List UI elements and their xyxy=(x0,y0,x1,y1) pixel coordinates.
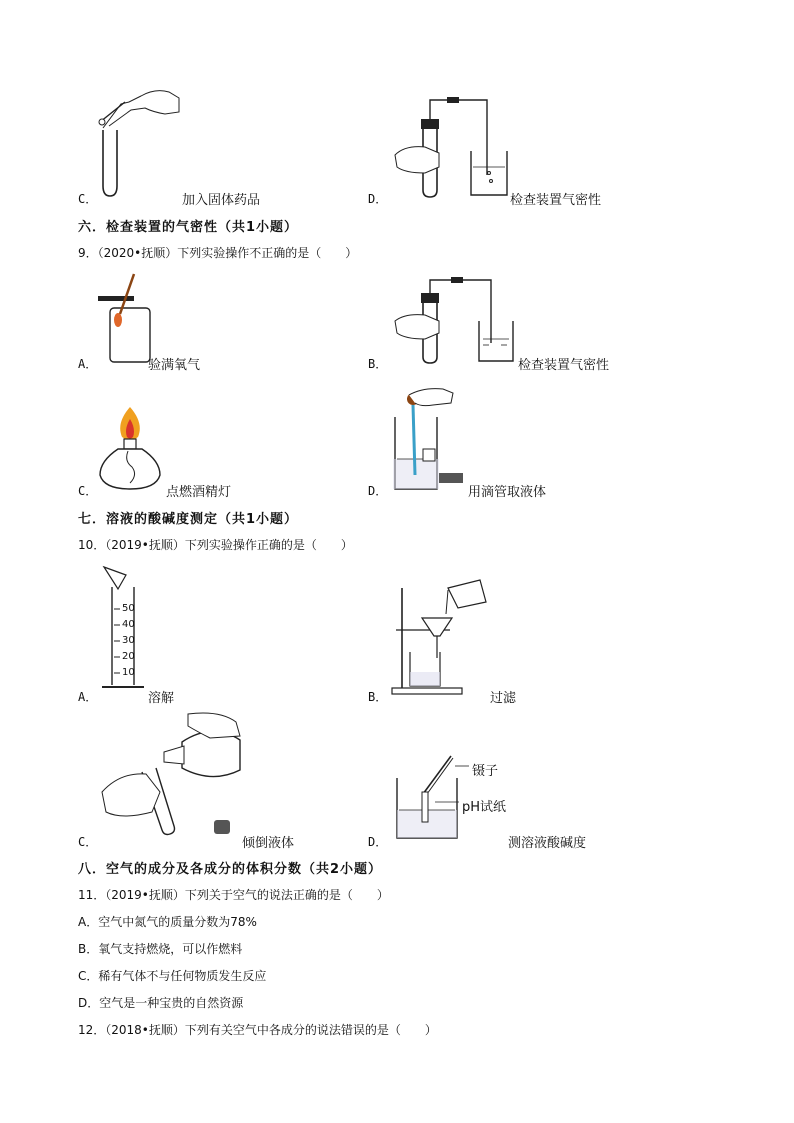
oxygen-full-test-illustration xyxy=(98,272,158,367)
q9-option-label-c: C． xyxy=(78,484,98,498)
airtightness-check-illustration-b xyxy=(395,275,517,367)
cylinder-tick-40: 40 xyxy=(122,619,135,630)
q9-option-label-a: A． xyxy=(78,357,98,371)
caption-ph-measure: 测溶液酸碱度 xyxy=(508,836,587,851)
caption-airtightness-b: 检查装置气密性 xyxy=(518,358,610,373)
q11-choice-c: C．稀有气体不与任何物质发生反应 xyxy=(78,969,267,983)
option-label-c: C． xyxy=(78,192,98,206)
caption-filter: 过滤 xyxy=(490,691,517,706)
caption-oxygen-test: 验满氧气 xyxy=(148,358,201,373)
airtightness-check-illustration xyxy=(395,95,515,200)
q10-option-label-c: C． xyxy=(78,835,98,849)
filtration-illustration xyxy=(390,578,490,698)
caption-pour: 倾倒液体 xyxy=(242,836,295,851)
section-6-title: 六．检查装置的气密性（共1小题） xyxy=(78,220,299,235)
q10-option-label-d: D． xyxy=(368,835,388,849)
tweezers-label: 镊子 xyxy=(472,764,499,779)
alcohol-lamp-illustration xyxy=(96,405,164,495)
cylinder-tick-20: 20 xyxy=(122,651,135,662)
question-10-stem: 10．（2019•抚顺）下列实验操作正确的是（ ） xyxy=(78,538,353,552)
q11-choice-a: A．空气中氮气的质量分数为78% xyxy=(78,915,257,929)
q9-option-label-b: B． xyxy=(368,357,388,371)
option-label-d: D． xyxy=(368,192,388,206)
pour-liquid-illustration xyxy=(102,712,262,842)
question-12-stem: 12．（2018•抚顺）下列有关空气中各成分的说法错误的是（ ） xyxy=(78,1023,437,1037)
section-7-title: 七．溶液的酸碱度测定（共1小题） xyxy=(78,512,299,527)
q10-option-label-a: A． xyxy=(78,690,98,704)
section-8-title: 八．空气的成分及各成分的体积分数（共2小题） xyxy=(78,862,383,877)
cylinder-tick-50: 50 xyxy=(122,603,135,614)
dropper-illustration xyxy=(393,385,468,495)
caption-light-lamp: 点燃酒精灯 xyxy=(166,485,232,500)
ph-measure-illustration xyxy=(395,752,465,842)
q10-option-label-b: B． xyxy=(368,690,388,704)
test-tube-solid-adding-illustration xyxy=(95,78,185,203)
caption-airtightness: 检查装置气密性 xyxy=(510,193,602,208)
q11-choice-d: D．空气是一种宝贵的自然资源 xyxy=(78,996,244,1010)
question-11-stem: 11．（2019•抚顺）下列关于空气的说法正确的是（ ） xyxy=(78,888,389,902)
q11-choice-b: B．氧气支持燃烧，可以作燃料 xyxy=(78,942,243,956)
q9-option-label-d: D． xyxy=(368,484,388,498)
cylinder-tick-10: 10 xyxy=(122,667,135,678)
caption-dissolve: 溶解 xyxy=(148,691,175,706)
cylinder-tick-30: 30 xyxy=(122,635,135,646)
caption-add-solid: 加入固体药品 xyxy=(182,193,261,208)
caption-dropper: 用滴管取液体 xyxy=(468,485,547,500)
ph-paper-label: pH试纸 xyxy=(462,800,507,815)
question-9-stem: 9．（2020•抚顺）下列实验操作不正确的是（ ） xyxy=(78,246,358,260)
